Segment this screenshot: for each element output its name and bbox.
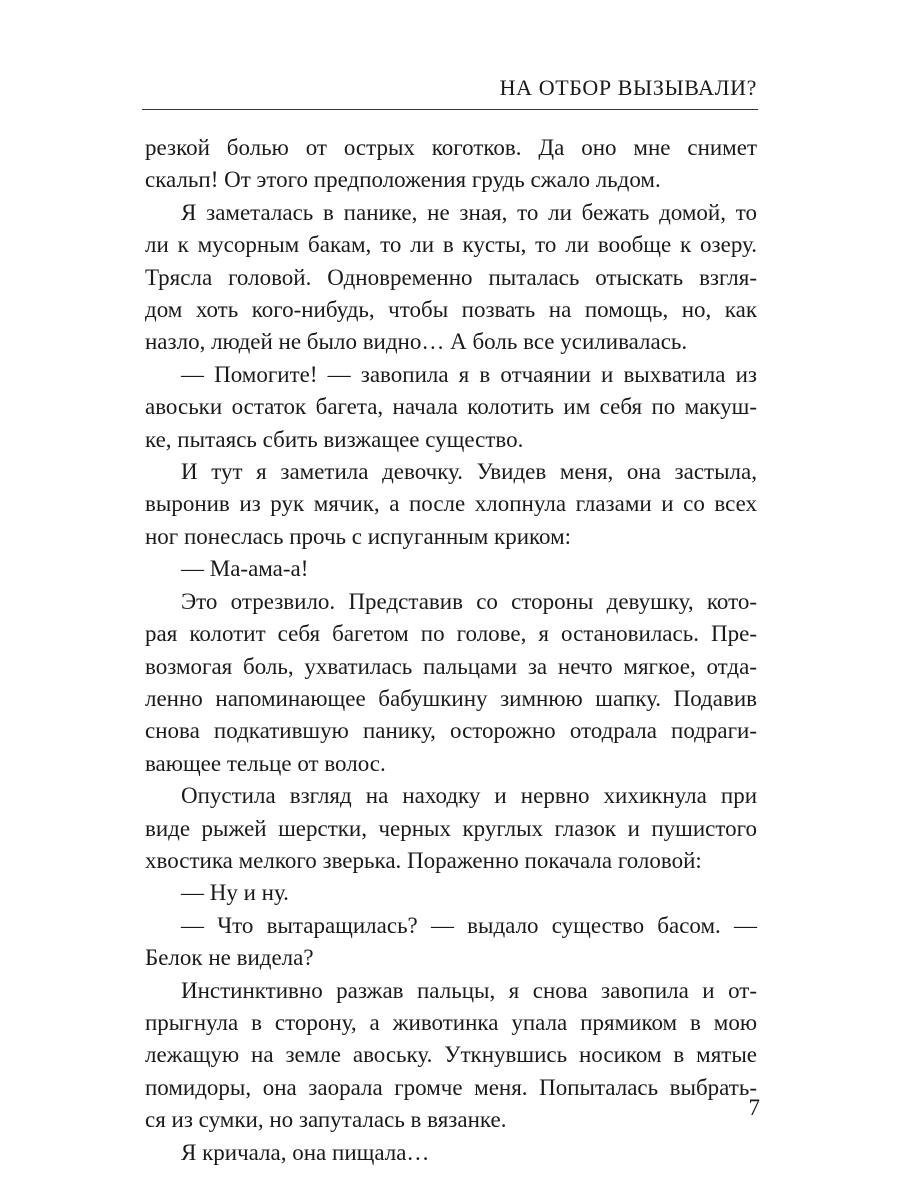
text-line: — Помогите! — завопила я в отчаянии и выхватила из xyxy=(181,361,757,387)
paragraph xyxy=(145,553,757,585)
text-line: помидоры, она заорала громче меня. Попыталась выбрать- xyxy=(145,1074,757,1100)
text-line: Это отрезвило. Представив со стороны девушку, кото- xyxy=(181,588,757,614)
page-number: 7 xyxy=(748,1095,760,1120)
paragraph xyxy=(145,780,757,877)
text-line: Я заметалась в панике, не зная, то ли бежать домой, то xyxy=(181,199,757,225)
paragraph xyxy=(145,586,757,780)
text-line: виде рыжей шерстки, черных круглых глазок и пушистого xyxy=(145,815,757,841)
header-rule xyxy=(142,109,758,110)
text-line: Инстинктивно разжав пальцы, я снова завопила и от- xyxy=(181,977,757,1003)
paragraph xyxy=(145,1137,757,1169)
text-line: ке, пытаясь сбить визжащее существо. xyxy=(145,426,524,452)
paragraph xyxy=(145,132,757,197)
text-line: резкой болью от острых коготков. Да оно мне снимет xyxy=(145,135,757,160)
paragraph xyxy=(145,359,757,456)
text-line: — Что вытаращилась? — выдало существо басом. — xyxy=(181,912,757,938)
text-line: снова подкатившую панику, осторожно отодрала подраги- xyxy=(145,718,757,744)
text-line: назло, людей не было видно… А боль все усиливалась. xyxy=(145,329,688,355)
text-line: Белок не видела? xyxy=(145,945,314,971)
text-line: Опустила взгляд на находку и нервно хихикнула при xyxy=(181,783,757,809)
paragraph xyxy=(145,456,757,553)
text-line: дом хоть кого-нибудь, чтобы позвать на помощь, но, как xyxy=(145,297,757,323)
text-line: ног понеслась прочь с испуганным криком: xyxy=(145,523,572,549)
text-line: ли к мусорным бакам, то ли в кусты, то ли вообще к озеру. xyxy=(145,232,757,258)
text-line: выронив из рук мячик, а после хлопнула глазами и со всех xyxy=(145,491,757,517)
text-line: Трясла головой. Одновременно пыталась отыскать взгля- xyxy=(145,264,757,290)
body-text xyxy=(145,132,757,1169)
text-line: — Ма-ама-а! xyxy=(181,556,309,582)
text-line: скальп! От этого предположения грудь сжало льдом. xyxy=(145,167,661,193)
text-line: лежащую на земле авоську. Уткнувшись носиком в мятые xyxy=(145,1042,757,1068)
paragraph xyxy=(145,910,757,975)
text-line: — Ну и ну. xyxy=(181,880,289,906)
paragraph xyxy=(145,877,757,909)
text-line: И тут я заметила девочку. Увидев меня, она застыла, xyxy=(181,459,757,485)
text-line: рая колотит себя багетом по голове, я остановилась. Пре- xyxy=(145,621,757,647)
text-line: прыгнула в сторону, а животинка упала прямиком в мою xyxy=(145,1009,757,1035)
text-line: авоськи остаток багета, начала колотить им себя по макуш- xyxy=(145,394,757,420)
paragraph xyxy=(145,197,757,359)
text-line: Я кричала, она пищала… xyxy=(181,1139,430,1165)
text-line: ленно напоминающее бабушкину зимнюю шапку. Подавив xyxy=(145,685,757,711)
running-head: НА ОТБОР ВЫЗЫВАЛИ? xyxy=(499,75,757,100)
text-line: возмогая боль, ухватилась пальцами за нечто мягкое, отда- xyxy=(145,653,757,679)
text-line: хвостика мелкого зверька. Пораженно покачала головой: xyxy=(145,847,702,873)
text-line: ся из сумки, но запуталась в вязанке. xyxy=(145,1107,507,1133)
text-line: вающее тельце от волос. xyxy=(145,750,386,776)
paragraph xyxy=(145,975,757,1137)
